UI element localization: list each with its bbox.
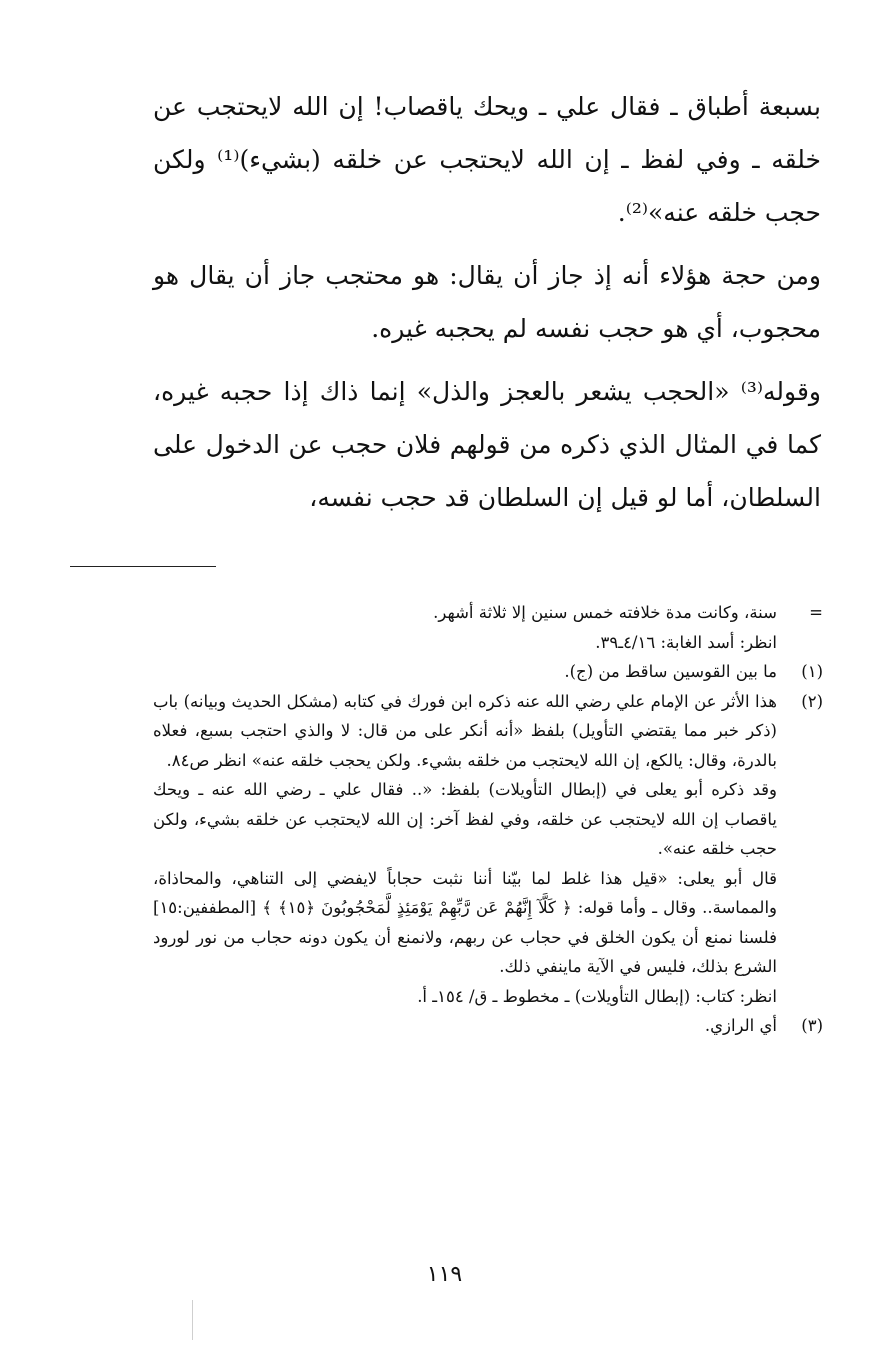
footnote-text: وقد ذكره أبو يعلى في (إبطال التأويلات) بلفظ: «.. فقال علي ـ رضي الله عنه ـ ويحك ياقصاب إن الله لايحتجب عن خلقه، وفي لفظ آخر: إن الله لايحتجب عن خلقه بشيء، ولكن حجب خلقه عنه». [153, 780, 777, 858]
footnote-text: انظر: كتاب: (إبطال التأويلات) ـ مخطوط ـ ق/ ١٥٤ـ أ. [417, 986, 777, 1006]
page-number: ١١٩ [426, 1262, 463, 1287]
paragraph: وقوله⁽³⁾ «الحجب يشعر بالعجز والذل» إنما ذاك إذا حجبه غيره، كما في المثال الذي ذكره من قولهم فلان حجب عن الدخول على السلطان، أما لو قيل إن السلطان قد حجب نفسه، [153, 377, 821, 512]
footnote-line: انظر: أسد الغابة: ٤/١٦ـ٣٩. [595, 632, 777, 652]
footnote-2 [153, 687, 823, 1012]
footnote-text: قال أبو يعلى: «قيل هذا غلط لما بيّنا أننا نثبت حجاباً لايفضي إلى التناهي، والمحاذاة، والمماسة.. وقال ـ وأما قوله: ﴿ كَلَّآ إِنَّهُمْ عَن رَّبِّهِمْ يَوْمَئِذٍ لَّمَحْجُوبُونَ ﴿١٥﴾ ﴾ [المطففين:١٥] فلسنا نمنع أن يكون الخلق في حجاب عن ربهم، ولانمنع أن يكون دونه حجاب من نور لورود الشرع بذلك، فليس في الآية ماينفي ذلك. [153, 868, 778, 976]
footnote-1 [153, 657, 823, 687]
footnote-number: (٢) [801, 691, 823, 711]
paragraph: بسبعة أطباق ـ فقال علي ـ ويحك ياقصاب! إن الله لايحتجب عن خلقه ـ وفي لفظ ـ إن الله لايحتجب عن خلقه (بشيء)⁽¹⁾ ولكن حجب خلقه عنه»⁽²⁾. [153, 92, 821, 227]
footnote-continuation [153, 598, 823, 657]
binding-mark [192, 1300, 193, 1340]
footnote-text: هذا الأثر عن الإمام علي رضي الله عنه ذكره ابن فورك في كتابه (مشكل الحديث وبيانه) باب (ذكر خبر مما يقتضي التأويل) بلفظ «أنه أنكر على من قال: لا والذي احتجب بسبع، فعلاه بالدرة، وقال: يالكع، إن الله لايحتجب من خلقه بشيء. ولكن يحجب خلقه عنه» انظر ص٨٤. [153, 691, 777, 770]
footnote-text: ما بين القوسين ساقط من (ج). [564, 662, 777, 681]
footnote-number: (٣) [801, 1016, 823, 1035]
footnote-line: سنة، وكانت مدة خلافته خمس سنين إلا ثلاثة أشهر. [433, 603, 777, 622]
continuation-marker: = [809, 603, 823, 622]
paragraph: ومن حجة هؤلاء أنه إذ جاز أن يقال: هو محتجب جاز أن يقال هو محجوب، أي هو حجب نفسه لم يحجبه غيره. [153, 261, 821, 343]
footnote-3 [153, 1011, 823, 1041]
footnotes [153, 598, 823, 1041]
main-text [153, 80, 821, 534]
footnote-number: (١) [801, 662, 823, 681]
footnote-text: أي الرازي. [704, 1016, 777, 1035]
footnote-separator [70, 566, 216, 567]
